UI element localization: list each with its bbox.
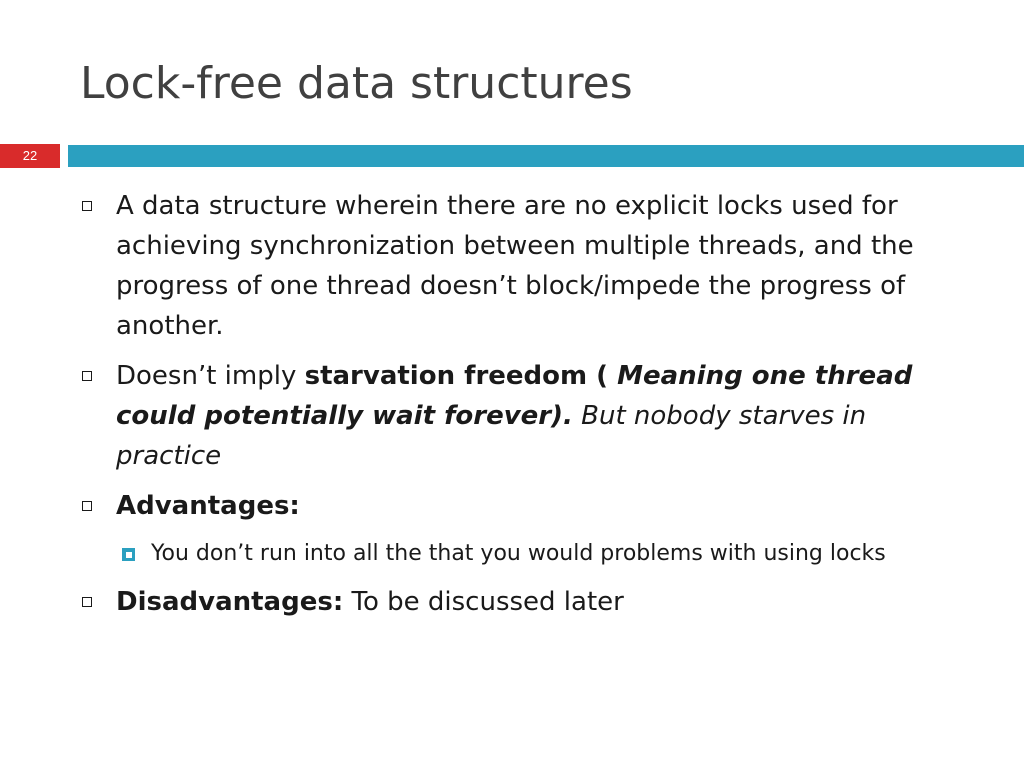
bullet-bold-italic-text: Meaning one thread could potentially wait forever). — [116, 361, 913, 431]
bullet-bold-text: starvation freedom ( — [304, 361, 618, 391]
bullet-advantages — [78, 486, 978, 526]
bullet-list — [78, 186, 978, 632]
bullet-definition — [78, 186, 978, 346]
title-underline-bar — [68, 145, 1024, 167]
advantages-heading: Advantages: — [116, 491, 300, 521]
slide-title: Lock-free data structures — [80, 58, 633, 109]
hollow-square-bullet-icon — [82, 597, 92, 607]
hollow-square-bullet-icon — [82, 371, 92, 381]
bullet-lead-text: Doesn’t imply — [116, 361, 305, 391]
hollow-square-bullet-icon — [82, 501, 92, 511]
sub-bullet-advantage-locks — [116, 536, 981, 572]
disadvantages-text: To be discussed later — [343, 587, 624, 617]
hollow-square-bullet-icon — [82, 201, 92, 211]
bullet-disadvantages — [78, 582, 978, 622]
bullet-starvation — [78, 356, 978, 476]
sub-bullet-text: You don’t run into all the that you would problems with using locks — [151, 541, 886, 566]
disadvantages-heading: Disadvantages: — [116, 587, 344, 617]
bullet-italic-text: But nobody starves in practice — [116, 401, 867, 471]
slide-number-badge: 22 — [0, 144, 60, 168]
bullet-text: A data structure wherein there are no explicit locks used for achieving synchronization between multiple threads, and the progress of one thread doesn’t block/impede the progress of another. — [116, 191, 914, 341]
filled-square-bullet-icon — [122, 548, 135, 561]
